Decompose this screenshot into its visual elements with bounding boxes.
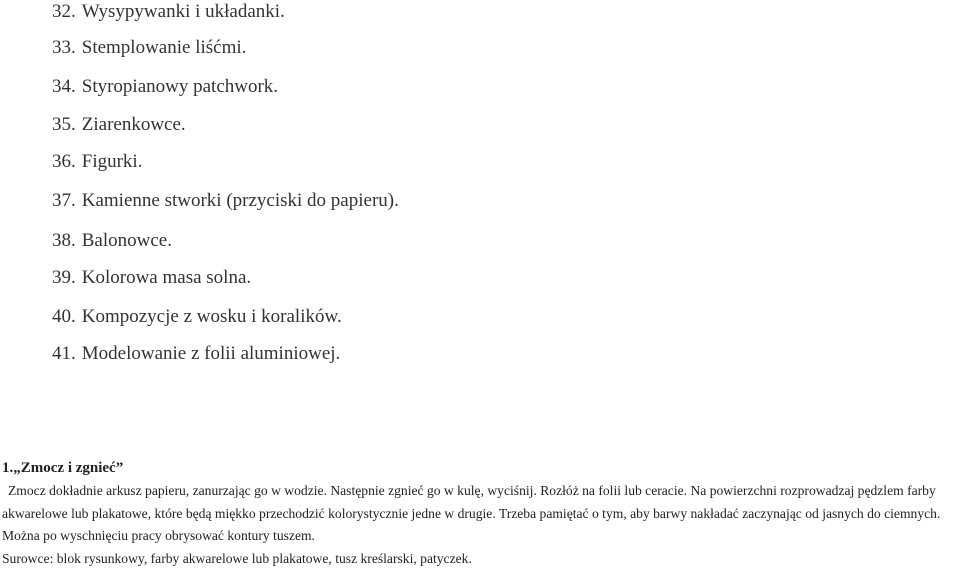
list-text: Wysypywanki i układanki. xyxy=(81,1,285,22)
list-number: 40. xyxy=(52,306,76,327)
list-item xyxy=(52,343,340,365)
list-number: 35. xyxy=(52,114,76,135)
paragraph-text: Zmocz dokładnie arkusz papieru, zanurzając go w wodzie. Następnie zgnieć go w kulę, wyciśnij. Rozłóż na folii lub ceracie. Na powierzchni rozprowadzaj pędzlem farby akwarelowe lub plakatowe, które będą miękko przechodzić kolorystycznie jedne w drugie. Trzeba pamiętać o tym, aby barwy nakładać zaczynając od jasnych do ciemnych. Można po wyschnięciu pracy obrysować kontury tuszem. xyxy=(2,483,941,544)
list-item xyxy=(52,1,285,23)
list-number: 37. xyxy=(52,190,76,211)
list-item xyxy=(52,151,142,173)
list-number: 33. xyxy=(52,37,76,58)
list-text: Balonowce. xyxy=(81,230,172,251)
materials-text: Surowce: blok rysunkowy, farby akwarelowe lub plakatowe, tusz kreślarski, patyczek. xyxy=(2,550,472,566)
list-item xyxy=(52,76,278,98)
list-text: Stemplowanie liśćmi. xyxy=(81,37,247,58)
list-number: 39. xyxy=(52,267,76,288)
list-text: Styropianowy patchwork. xyxy=(81,76,279,97)
list-number: 41. xyxy=(52,343,76,364)
list-text: Kolorowa masa solna. xyxy=(81,267,252,288)
list-text: Figurki. xyxy=(81,151,143,172)
list-number: 38. xyxy=(52,230,76,251)
list-number: 36. xyxy=(52,151,76,172)
list-text: Kompozycje z wosku i koralików. xyxy=(81,306,342,327)
list-item xyxy=(52,114,186,136)
list-number: 32. xyxy=(52,1,76,22)
section-paragraph xyxy=(2,480,958,570)
section-title: 1.„Zmocz i zgnieć” xyxy=(2,460,124,476)
list-item xyxy=(52,306,342,328)
list-item xyxy=(52,267,251,289)
list-text: Ziarenkowce. xyxy=(81,114,186,135)
list-number: 34. xyxy=(52,76,76,97)
list-item xyxy=(52,190,399,212)
list-text: Kamienne stworki (przyciski do papieru). xyxy=(81,190,399,211)
list-item xyxy=(52,230,172,252)
list-item xyxy=(52,37,246,59)
list-text: Modelowanie z folii aluminiowej. xyxy=(81,343,341,364)
